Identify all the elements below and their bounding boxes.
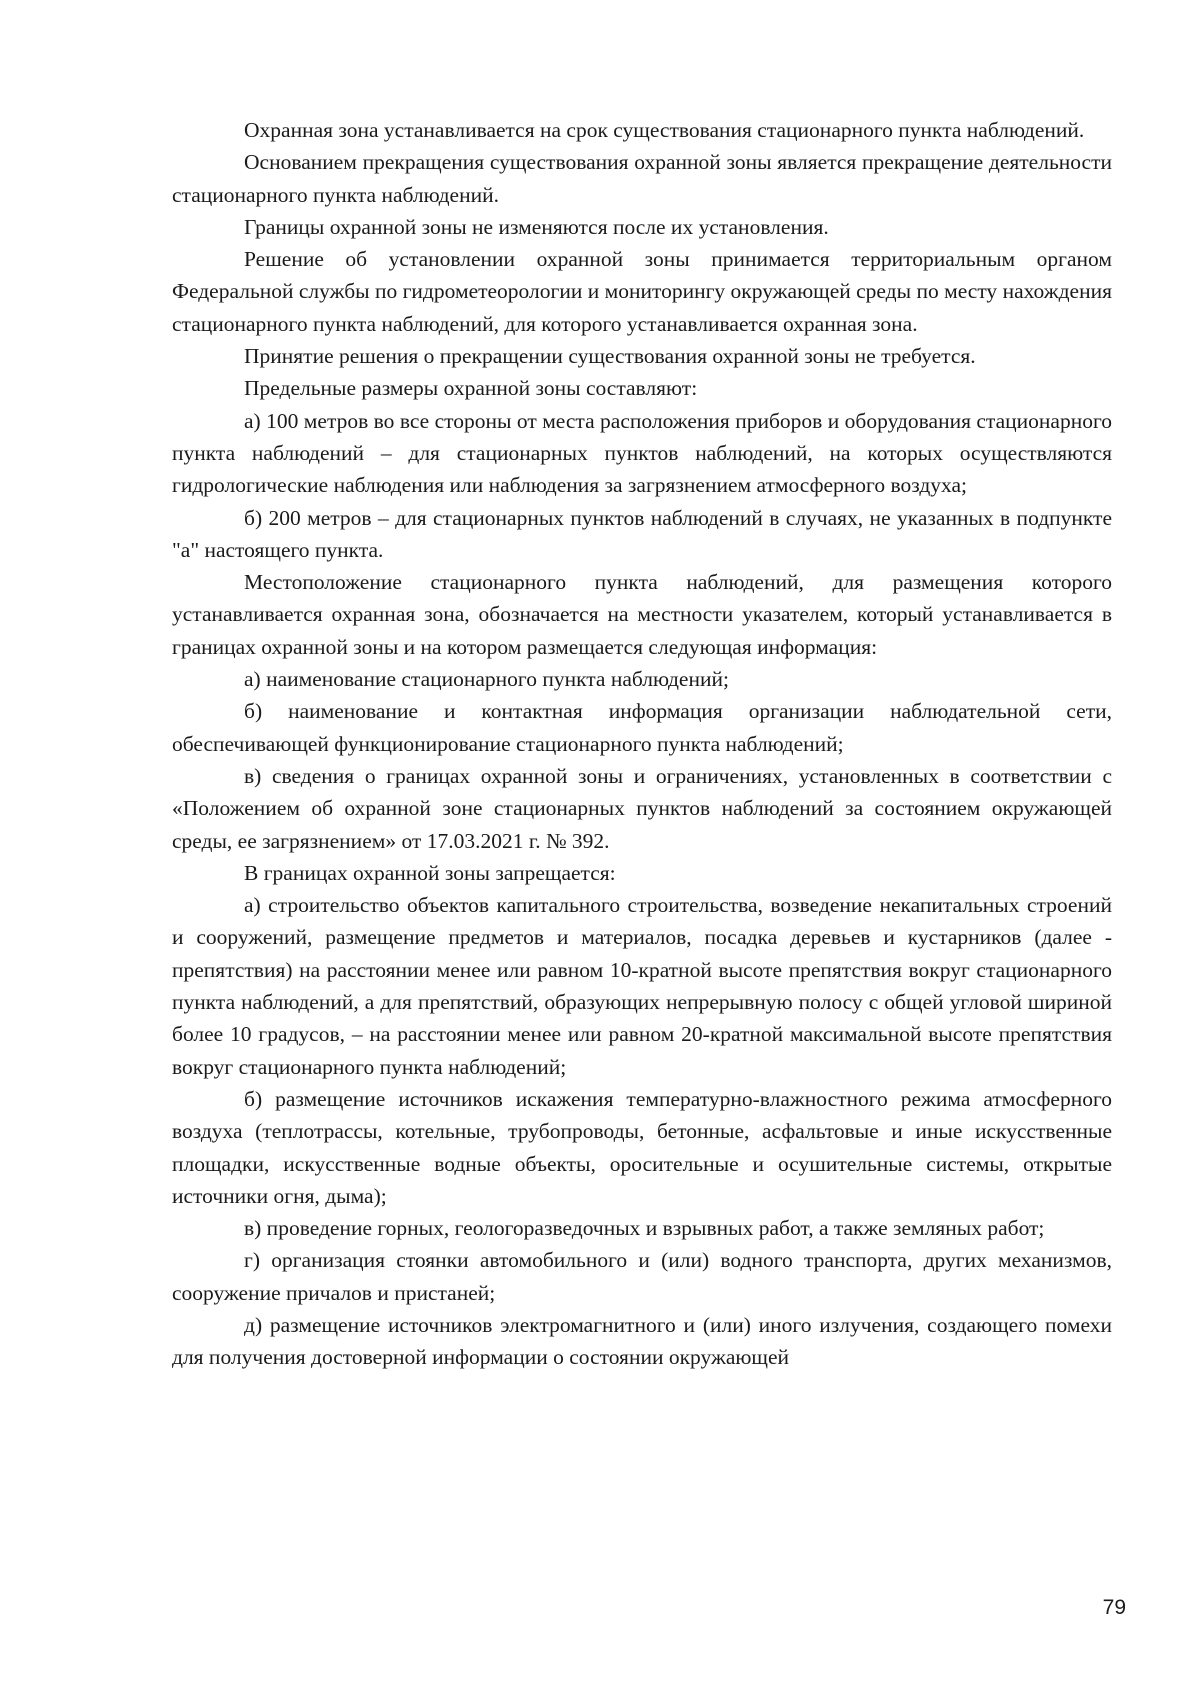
paragraph: б) наименование и контактная информация организации наблюдательной сети, обеспечивающей функционирование стационарного пункта наблюдений; [172,699,1112,756]
paragraph: Предельные размеры охранной зоны составляют: [244,376,698,401]
paragraph: Решение об установлении охранной зоны принимается территориальным органом Федеральной службы по гидрометеорологии и мониторингу окружающей среды по месту нахождения стационарного пункта наблюдений, для которого устанавливается охранная зона. [172,247,1112,336]
page-number: 79 [1102,1596,1126,1619]
paragraph: б) 200 метров – для стационарных пунктов наблюдений в случаях, не указанных в подпункте "а" настоящего пункта. [172,505,1112,562]
paragraph: Местоположение стационарного пункта наблюдений, для размещения которого устанавливается охранная зона, обозначается на местности указателем, который устанавливается в границах охранной зоны и на котором размещается следующая информация: [172,570,1112,659]
paragraph: д) размещение источников электромагнитного и (или) иного излучения, создающего помехи для получения достоверной информации о состоянии окружающей [172,1312,1112,1370]
document-body [172,114,1112,1374]
paragraph: Охранная зона устанавливается на срок существования стационарного пункта наблюдений. [244,118,1085,142]
paragraph: В границах охранной зоны запрещается: [244,860,616,885]
paragraph: а) 100 метров во все стороны от места расположения приборов и оборудования стационарного пункта наблюдений – для стационарных пунктов наблюдений, на которых осуществляются гидрологические наблюдения или наблюдения за загрязнением атмосферного воздуха; [172,408,1112,498]
paragraph: в) сведения о границах охранной зоны и ограничениях, установленных в соответствии с «Положением об охранной зоне стационарных пунктов наблюдений за состоянием окружающей среды, ее загрязнением» от 17.03.2021 г. № 392. [172,763,1112,853]
paragraph: в) проведение горных, геологоразведочных и взрывных работ, а также земляных работ; [244,1216,1045,1241]
paragraph: Принятие решения о прекращении существования охранной зоны не требуется. [244,344,976,369]
paragraph: б) размещение источников искажения температурно-влажностного режима атмосферного воздуха (теплотрассы, котельные, трубопроводы, бетонные, асфальтовые и иные искусственные площадки, искусственные водные объекты, оросительные и осушительные системы, открытые источники огня, дыма); [172,1086,1112,1208]
paragraph: г) организация стоянки автомобильного и (или) водного транспорта, других механизмов, сооружение причалов и пристаней; [172,1248,1112,1305]
paragraph: Основанием прекращения существования охранной зоны является прекращение деятельности стационарного пункта наблюдений. [172,150,1112,207]
paragraph: а) наименование стационарного пункта наблюдений; [244,667,729,692]
paragraph: а) строительство объектов капитального строительства, возведение некапитальных строений и сооружений, размещение предметов и материалов, посадка деревьев и кустарников (далее - препятствия) на расстоянии менее или равном 10-кратной высоте препятствия вокруг стационарного пункта наблюдений, а для препятствий, образующих непрерывную полосу с общей угловой шириной более 10 градусов, – на расстоянии менее или равном 20-кратной максимальной высоте препятствия вокруг стационарного пункта наблюдений; [172,893,1112,1079]
paragraph: Границы охранной зоны не изменяются после их установления. [244,214,829,239]
